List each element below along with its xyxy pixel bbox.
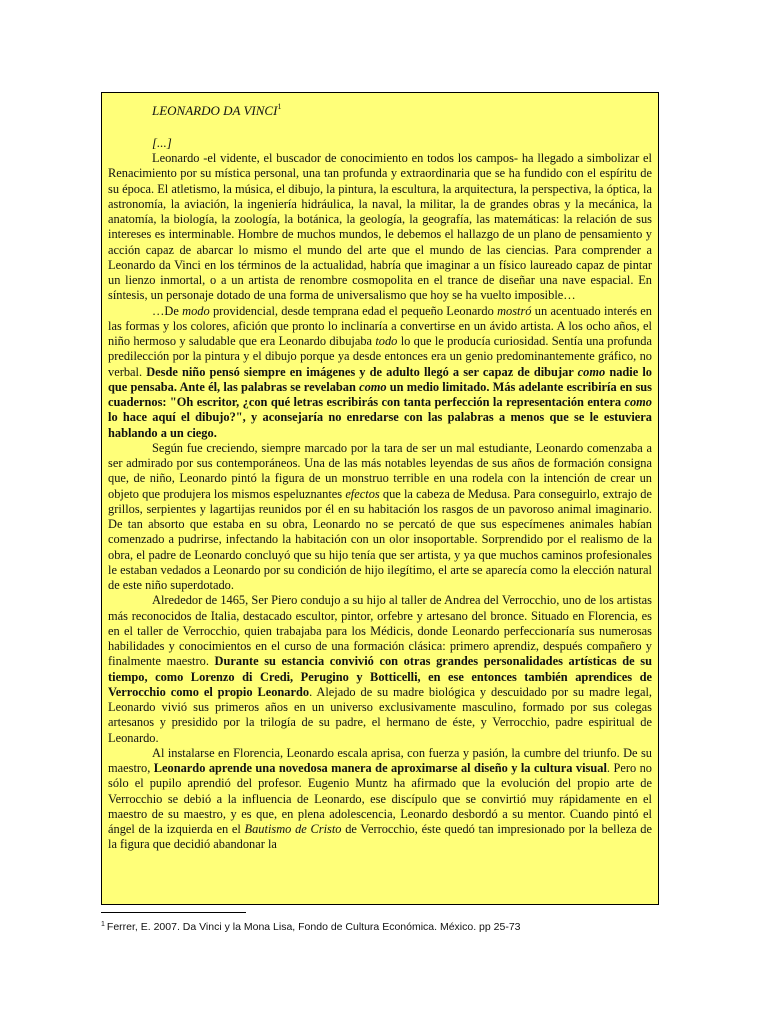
title-text: LEONARDO DA VINCI <box>152 103 278 118</box>
text-box <box>101 92 659 905</box>
ellipsis-marker: [...] <box>152 135 172 150</box>
footnote-number: 1 <box>101 921 105 928</box>
paragraph-2: …De modo providencial, desde temprana edad el pequeño Leonardo mostró un acentuado interés en las formas y los colores, afición que pronto lo inclinaría a convertirse en un ávido artista. A los ocho años, el niño hermoso y saludable que era Leonardo dibujaba todo lo que le producía curiosidad. Sentía una profunda predilección por la pintura y el dibujo porque ya desde entonces era un genio predominantemente gráfico, no verbal. Desde niño pensó siempre en imágenes y de adulto llegó a ser capaz de dibujar como nadie lo que pensaba. Ante él, las palabras se revelaban como un medio limitado. Más adelante escribiría en sus cuadernos: "Oh escritor, ¿con qué letras escribirás con tanta perfección la representación entera como lo hace aquí el dibujo?", y aconsejaría no enredarse con las palabras a menos que se le estuviera hablando a un ciego. <box>108 303 653 440</box>
bold-passage-1: Desde niño pensó siempre en imágenes y de adulto llegó a ser capaz de dibujar como nadie lo que pensaba. Ante él, las palabras se revelaban como un medio limitado. Más adelante escribiría en sus cuadernos: "Oh escritor, ¿con qué letras escribirás con tanta perfección la representación entera como lo hace aquí el dibujo?", y aconsejaría no enredarse con las palabras a menos que se le estuviera hablando a un ciego. <box>108 364 653 440</box>
footnote-text: Ferrer, E. 2007. Da Vinci y la Mona Lisa, Fondo de Cultura Económica. México. pp 25-73 <box>106 921 521 933</box>
bold-passage-2: Durante su estancia convivió con otras grandes personalidades artísticas de su tiempo, como Lorenzo di Credi, Perugino y Botticelli, en ese entonces también aprendices de Verrocchio como el propio Leonardo <box>108 654 653 699</box>
footnote-divider <box>101 912 246 913</box>
document-title <box>152 96 652 120</box>
footnote <box>101 918 661 934</box>
footnote-mark: 1 <box>277 102 282 111</box>
paragraph-4: Alrededor de 1465, Ser Piero condujo a su hijo al taller de Andrea del Verrocchio, uno de los artistas más reconocidos de Italia, destacado escultor, pintor, orfebre y artesano del bronce. Situado en Florencia, es en el taller de Verrocchio, quien trabajaba para los Médicis, donde Leonardo perfeccionaría sus numerosas habilidades y conocimientos en el curso de una formación clásica: primero aprendiz, después compañero y finalmente maestro. Durante su estancia convivió con otras grandes personalidades artísticas de su tiempo, como Lorenzo di Credi, Perugino y Botticelli, en ese entonces también aprendices de Verrocchio como el propio Leonardo. Alejado de su madre biológica y descuidado por su madre legal, Leonardo vivió sus primeros años en un universo exclusivamente masculino, formado por sus colegas artesanos y presidido por la trilogía de su padre, el hermano de éste, y Verrocchio, padre espiritual de Leonardo. <box>108 593 653 745</box>
bold-passage-3: Leonardo aprende una novedosa manera de aproximarse al diseño y la cultura visual <box>153 761 607 775</box>
paragraph-1: Leonardo -el vidente, el buscador de conocimiento en todos los campos- ha llegado a simbolizar el Renacimiento por su mística personal, una tan profunda y extraordinaria que se ha fundido con el espíritu de su época. El atletismo, la música, el dibujo, la pintura, la escultura, la arquitectura, la perspectiva, la óptica, la astronomía, la aviación, la ingeniería hidráulica, la naval, la militar, la de grandes obras y la mecánica, la anatomía, la biología, la zoología, la botánica, la geología, la geografía, las matemáticas: la relación de sus intereses es interminable. Hombre de muchos mundos, le debemos el hallazgo de un plano de pensamiento y acción capaz de abarcar lo mismo el mundo del arte que el mundo de las ciencias. Para comprender a Leonardo da Vinci en los términos de la actualidad, habría que imaginar a un físico laureado capaz de pintar un lienzo inmortal, o a un artista de renombre cosmopolita en el trance de diseñar una nave espacial. En síntesis, un personaje dotado de una forma de universalismo que hoy se ha vuelto imposible… <box>108 151 652 303</box>
paragraph-5: Al instalarse en Florencia, Leonardo escala aprisa, con fuerza y pasión, la cumbre del triunfo. De su maestro, Leonardo aprende una novedosa manera de aproximarse al diseño y la cultura visual. Pero no sólo el pupilo aprendió del profesor. Eugenio Muntz ha afirmado que la evolución del propio arte de Verrocchio se debió a la influencia de Leonardo, ese discípulo que se convirtió muy rápidamente en el maestro de su maestro, y es que, en plena adolescencia, Leonardo desbordó a su mentor. Cuando pintó el ángel de la izquierda en el Bautismo de Cristo de Verrocchio, éste quedó tan impresionado por la belleza de la figura que decidió abandonar la <box>108 745 652 852</box>
paragraph-3: Según fue creciendo, siempre marcado por la tara de ser un mal estudiante, Leonardo comenzaba a ser admirado por sus contemporáneos. Una de las más notables leyendas de sus años de formación consigna que, de niño, Leonardo pintó la figura de un monstruo terrible en una rodela con la intención de crear un objeto que produjera los mismos espeluznantes efectos que la cabeza de Medusa. Para conseguirlo, extrajo de grillos, serpientes y lagartijas reunidos por él en su habitación los rasgos de un pavoroso animal imaginario. De tan absorto que estaba en su obra, Leonardo no se percató de que sus especímenes animales habían comenzado a pudrirse, infectando la habitación con un olor insoportable. Sorprendido por el realismo de la obra, el padre de Leonardo concluyó que su hijo tenía que ser artista, y ya que muchos caminos profesionales le estaban vedados a Leonardo por su condición de hijo ilegítimo, el arte se aparecía como la elección natural de este niño superdotado. <box>108 440 652 592</box>
